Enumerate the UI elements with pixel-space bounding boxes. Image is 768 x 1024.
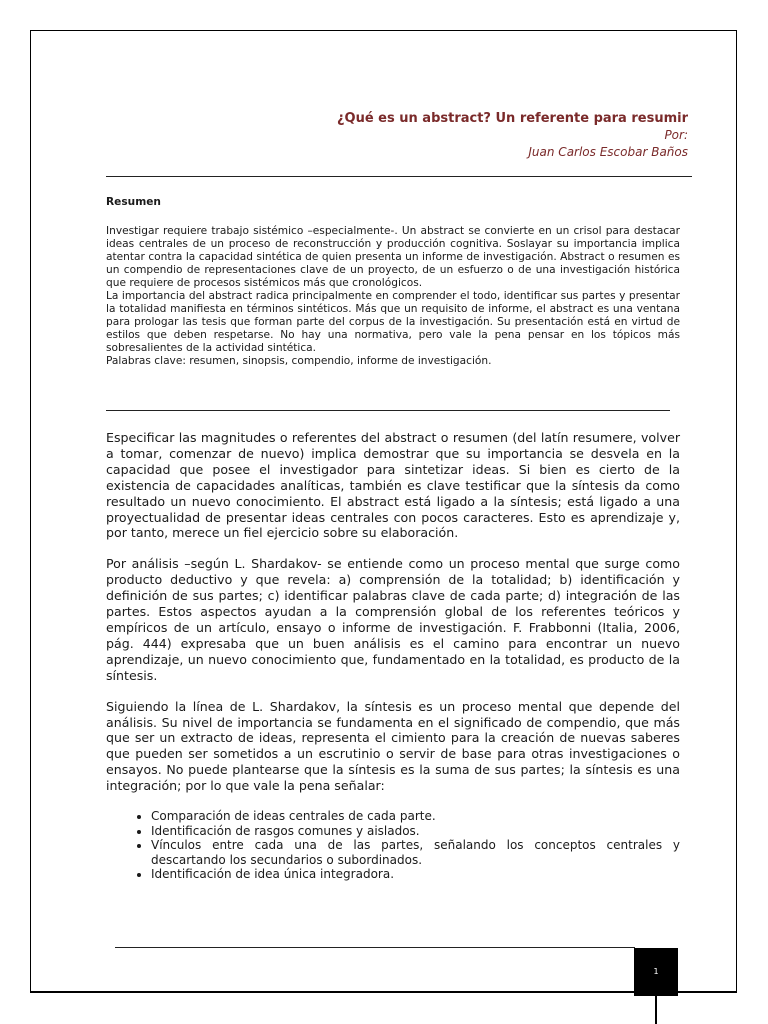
body-paragraph: Por análisis –según L. Shardakov- se entiende como un proceso mental que surge como producto deductivo y que revela: a) comprensión de la totalidad; b) identificación y definición de sus partes; c) identificar palabras clave de cada parte; d) integración de las partes. Estos aspectos ayudan a la comprensión global de los referentes teóricos y empíricos de un artículo, ensayo o informe de investigación. F. Frabbonni (Italia, 2006, pág. 444) expresaba que un buen análisis es el camino para encontrar un nuevo aprendizaje, un nuevo conocimiento que, fundamentado en la totalidad, es producto de la síntesis. xyxy=(106,556,680,683)
page-number: 1 xyxy=(634,948,678,996)
list-item: • Identificación de idea única integradora. xyxy=(151,867,680,882)
page-number-tail xyxy=(655,996,657,1024)
body-paragraph: Especificar las magnitudes o referentes del abstract o resumen (del latín resumere, volver a tomar, comenzar de nuevo) implica demostrar que su importancia se desvela en la capacidad que posee el investigador para sintetizar ideas. Si bien es cierto de la existencia de capacidades analíticas, también es clave testificar que la síntesis da como resultado un nuevo conocimiento. El abstract está ligado a la síntesis; está ligado a una proyectualidad de presentar ideas centrales con pocos caracteres. Esto es aprendizaje y, por tanto, merece un fiel ejercicio sobre su elaboración. xyxy=(106,430,680,541)
abstract-paragraph: Investigar requiere trabajo sistémico –especialmente-. Un abstract se convierte en un crisol para destacar ideas centrales de un proceso de reconstrucción y producción cognitiva. Soslayar su importancia implica atentar contra la capacidad sintética de quien presenta un informe de investigación. Abstract o resumen es un compendio de representaciones clave de un proyecto, de un esfuerzo o de una investigación histórica que requiere de procesos sistémicos más que cronológicos. xyxy=(106,225,680,289)
author-name: Juan Carlos Escobar Baños xyxy=(528,145,688,159)
body-paragraph: Siguiendo la línea de L. Shardakov, la síntesis es un proceso mental que depende del análisis. Su nivel de importancia se fundamenta en el significado de compendio, que más que ser un extracto de ideas, representa el cimiento para la creación de nuevas saberes que pueden ser sometidos a un escrutinio o servir de base para otras investigaciones o ensayos. No puede plantearse que la síntesis es la suma de sus partes; la síntesis es una integración; por lo que vale la pena señalar: xyxy=(106,698,680,794)
abstract-divider xyxy=(106,410,670,411)
list-item: • Vínculos entre cada una de las partes, señalando los conceptos centrales y descartando los secundarios o subordinados. xyxy=(151,838,680,867)
title-block xyxy=(337,110,688,161)
list-item: • Comparación de ideas centrales de cada parte. xyxy=(151,809,680,824)
bullet-list xyxy=(106,809,680,882)
list-item: • Identificación de rasgos comunes y aislados. xyxy=(151,824,680,839)
document-title: ¿Qué es un abstract? Un referente para resumir xyxy=(336,111,688,126)
footer-divider xyxy=(115,947,635,948)
page-border-bottom xyxy=(30,991,737,993)
abstract-paragraph: La importancia del abstract radica principalmente en comprender el todo, identificar sus partes y presentar la totalidad manifiesta en términos sintéticos. Más que un requisito de informe, el abstract es una ventana para prologar las tesis que forman parte del corpus de la investigación. Su presentación está en virtud de estilos que deben respetarse. No hay una normativa, pero vale la pena pensar en los tópicos más sobresalientes de la actividad sintética. xyxy=(106,290,680,354)
abstract-keywords: Palabras clave: resumen, sinopsis, compendio, informe de investigación. xyxy=(106,355,492,367)
title-divider xyxy=(106,176,692,177)
byline-label: Por: xyxy=(664,128,688,142)
body-section xyxy=(106,430,680,882)
abstract-heading: Resumen xyxy=(106,196,161,208)
abstract-section xyxy=(106,196,680,368)
